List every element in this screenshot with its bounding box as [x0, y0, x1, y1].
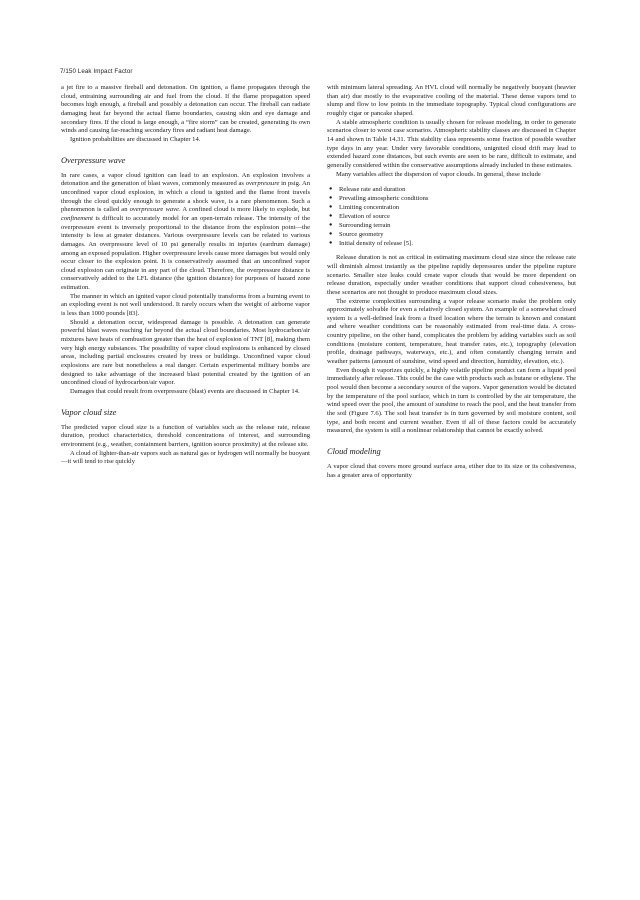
list-item: ● Initial density of release [5].	[329, 239, 576, 248]
paragraph: Release duration is not as critical in estimating maximum cloud size since the release rate will diminish almost instantly as the pipeline rapidly depressures under the pipeline rupture scenario. Smaller size leaks could create vapor clouds that would be more dependent on release duration, especially under weather conditions that support cloud cohesiveness, but these scenarios are not thought to produce maximum cloud sizes.	[327, 254, 576, 296]
paragraph: In rare cases, a vapor cloud ignition can lead to an explosion. An explosion involves a detonation and the generation of blast waves, commonly measured as overpressure in psig. An unconfined vapor cloud explosion, in which a cloud is ignited and the flame front travels through the cloud quickly enough to generate a shock wave, is a rare phenomenon. Such a phenomenon is called an overpressure wave. A confined cloud is more likely to explode, but confinement is difficult to accurately model for an open-terrain release. The intensity of the overpressure event is inversely proportional to the distance from the explosion point—the intensity is less at greater distances. Various overpressure levels can be related to various damages. An overpressure level of 10 psi generally results in injuries (eardrum damage) among an exposed population. Higher overpressure levels cause more damages but would only occur closer to the explosion point. It is conservatively assumed that an unconfined vapor cloud explosion can originate in any part of the cloud. Therefore, the overpressure distance is conservatively added to the LFL distance (the ignition distance) for purposes of hazard zone estimation.	[61, 171, 310, 292]
right-column	[327, 84, 576, 480]
paragraph: a jet fire to a massive fireball and detonation. On ignition, a flame propagates through the cloud, entraining surrounding air and fuel from the cloud. If the flame propagation speed becomes high enough, a fireball and possibly a detonation can occur. The fireball can radiate damaging heat far beyond the actual flame boundaries, causing skin and eye damage and secondary fires. If the cloud is large enough, a “fire storm” can be created, generating its own winds and causing far-reaching secondary fires and radiant heat damage.	[61, 84, 310, 135]
paragraph: The extreme complexities surrounding a vapor release scenario make the problem only approximately solvable for even a relatively closed system. An example of a somewhat closed system is a well-defined leak from a fixed location where the terrain is known and constant and where weather conditions can be reasonably estimated from real-time data. A cross-country pipeline, on the other hand, complicates the problem by adding variables such as soil conditions (moisture content, temperature, heat transfer rates, etc.), topography (elevation profile, drainage pathways, waterways, etc.), and often constantly changing terrain and weather patterns (amount of sunshine, wind speed and direction, humidity, elevation, etc.).	[327, 297, 576, 366]
paragraph: A stable atmospheric condition is usually chosen for release modeling, in order to generate scenarios closer to worst case scenarios. Atmospheric stability classes are discussed in Chapter 14 and shown in Table 14.31. This stability class represents some fraction of possible weather type days in any year. Under very favorable conditions, unignited cloud drift may lead to extended hazard zone distances, but such events are seen to be rare, difficult to estimate, and generally considered within the conservative assumptions already included in these estimates.	[327, 118, 576, 169]
section-heading-vapor-cloud-size: Vapor cloud size	[61, 407, 117, 417]
paragraph: Ignition probabilities are discussed in Chapter 14.	[70, 135, 201, 143]
list-item: ● Source geometry	[329, 230, 576, 239]
dispersion-variables-list	[327, 185, 576, 248]
paragraph: Should a detonation occur, widespread damage is possible. A detonation can generate powerful blast waves reaching far beyond the actual cloud boundaries. Most hydrocarbon/air mixtures have heats of combustion greater than the heat of explosion of TNT [8], making them very high energy substances. The possibility of vapor cloud explosions is enhanced by closed areas, including partial enclosures created by trees or buildings. Unconfined vapor cloud explosions are rare but nonetheless a real danger. Certain experimental military bombs are designed to take advantage of the increased blast potential created by the ignition of an unconfined cloud of hydrocarbon/air vapor.	[61, 318, 310, 387]
paragraph: The manner in which an ignited vapor cloud potentially transforms from a burning event to an exploding event is not well understood. It rarely occurs when the weight of airborne vapor is less than 1000 pounds [83].	[61, 292, 310, 318]
list-item: ● Elevation of source	[329, 212, 576, 221]
left-column	[61, 84, 310, 467]
section-heading-cloud-modeling: Cloud modeling	[327, 447, 381, 456]
paragraph: Damages that could result from overpressure (blast) events are discussed in Chapter 14.	[70, 388, 300, 395]
section-heading-overpressure-wave: Overpressure wave	[61, 155, 126, 165]
list-item: ● Release rate and duration	[329, 185, 576, 194]
paragraph: with minimum lateral spreading. An HVL cloud will normally be negatively buoyant (heavier than air) due mostly to the evaporative cooling of the material. These dense vapors tend to slump and flow to low points in the immediate topography. Typical cloud configurations are roughly cigar or pancake shaped.	[327, 84, 576, 117]
paragraph: A vapor cloud that covers more ground surface area, either due to its size or its cohesiveness, has a greater area of opportunity	[327, 463, 576, 479]
page-header: 7/150 Leak Impact Factor	[60, 68, 133, 75]
list-item: ● Prevailing atmospheric conditions	[329, 194, 576, 203]
paragraph: A cloud of lighter-than-air vapors such as natural gas or hydrogen will normally be buoyant—it will tend to rise quickly	[61, 449, 310, 466]
list-item: ● Limiting concentration	[329, 203, 576, 212]
paragraph: The predicted vapor cloud size is a function of variables such as the release rate, release duration, product characteristics, threshold concentrations of interest, and surrounding environment (e.g., weather, containment barriers, ignition source proximity) at the release site.	[61, 423, 310, 448]
paragraph: Even though it vaporizes quickly, a highly volatile pipeline product can form a liquid pool immediately after release. This could be the case with products such as butane or ethylene. The pool would then become a secondary source of the vapors. Vapor generation would be dictated by the temperature of the pool surface, which in turn is controlled by the air temperature, the wind speed over the pool, the amount of sunshine to reach the pool, and the heat transfer from the soil (Figure 7.6). The soil heat transfer is in turn governed by soil moisture content, soil type, and both recent and current weather. Even if all of these factors could be accurately measured, the system is still a nonlinear relationship that cannot be exactly solved.	[327, 366, 576, 435]
list-item: ● Surrounding terrain	[329, 221, 576, 230]
paragraph: Many variables affect the dispersion of vapor clouds. In general, these include	[336, 170, 541, 178]
